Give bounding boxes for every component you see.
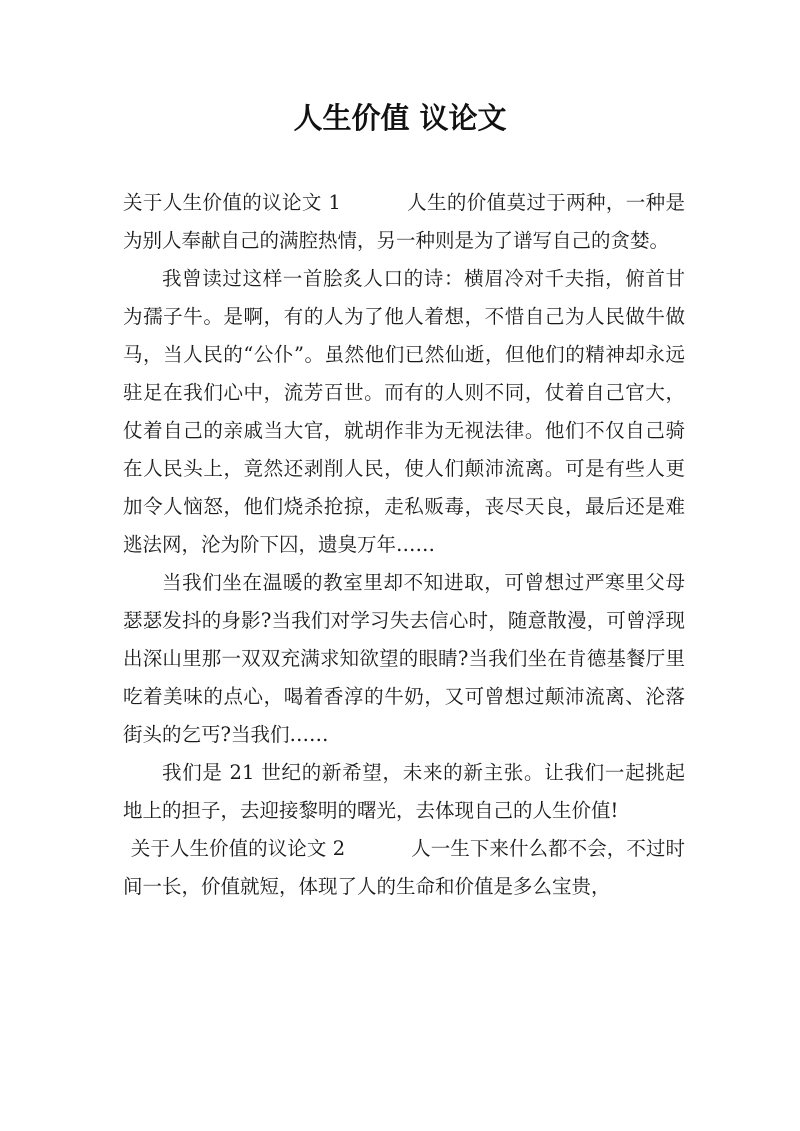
document-title: 人生价值 议论文 — [293, 101, 507, 135]
section-2-intro: 人一生下来什么都不会，不过时间一长，价值就短，体现了人的生命和价值是多么宝贵， — [123, 837, 685, 898]
section-1-heading: 关于人生价值的议论文 1 — [123, 191, 341, 214]
document-body — [123, 184, 685, 906]
section-2-paragraph — [123, 830, 685, 906]
paragraph-classroom: 当我们坐在温暖的教室里却不知进取，可曾想过严寒里父母瑟瑟发抖的身影?当我们对学习失去信心时，随意散漫，可曾浮现出深山里那一双双充满求知欲望的眼睛?当我们坐在肯德基餐厅里吃着美味的点心，喝着香淳的牛奶，又可曾想过颠沛流离、沦落街头的乞丐?当我们…… — [123, 571, 685, 746]
section-1-paragraph — [123, 184, 685, 260]
section-2-heading: 关于人生价值的议论文 2 — [130, 837, 346, 860]
section-1-intro: 人生的价值莫过于两种，一种是为别人奉献自己的满腔热情，另一种则是为了谱写自己的贪婪。 — [123, 191, 685, 252]
paragraph-poem: 我曾读过这样一首脍炙人口的诗：横眉冷对千夫指，俯首甘为孺子牛。是啊，有的人为了他人着想，不惜自己为人民做牛做马，当人民的“公仆”。虽然他们已然仙逝，但他们的精神却永远驻足在我们心中，流芳百世。而有的人则不同，仗着自己官大，仗着自己的亲戚当大官，就胡作非为无视法律。他们不仅自己骑在人民头上，竟然还剥削人民，使人们颠沛流离。可是有些人更加令人恼怒，他们烧杀抢掠，走私贩毒，丧尽天良，最后还是难逃法网，沦为阶下囚，遗臭万年…… — [123, 267, 685, 556]
paragraph-new-hope: 我们是 21 世纪的新希望，未来的新主张。让我们一起挑起地上的担子，去迎接黎明的曙光，去体现自己的人生价值! — [123, 761, 685, 822]
